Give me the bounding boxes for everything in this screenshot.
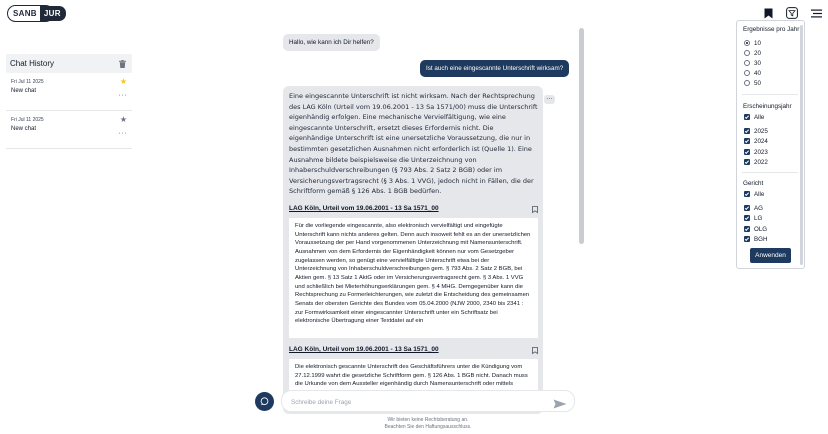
disclaimer-line-1: Wir bieten keine Rechtsberatung an.: [387, 417, 469, 423]
radio-button[interactable]: [744, 80, 750, 86]
message-options-button[interactable]: …: [544, 95, 555, 104]
radio-button[interactable]: [744, 60, 750, 66]
court-option-bgh[interactable]: BGH: [744, 235, 767, 243]
checkbox[interactable]: [744, 215, 750, 221]
star-icon[interactable]: ★: [119, 77, 127, 86]
star-icon[interactable]: ★: [119, 115, 127, 124]
question-input-wrapper: [281, 390, 575, 412]
checkbox[interactable]: [744, 128, 750, 134]
year-option-2022[interactable]: 2022: [744, 158, 768, 166]
chat-history-header: [6, 54, 132, 73]
disclaimer: [281, 417, 575, 430]
more-options-icon[interactable]: ···: [118, 92, 127, 99]
year-title: Erscheinungsjahr: [743, 103, 792, 110]
radio-button[interactable]: [744, 70, 750, 76]
new-chat-button[interactable]: [255, 392, 274, 411]
checkbox[interactable]: [744, 149, 750, 155]
user-question: Ist auch eine eingescannte Unterschrift wirksam?: [420, 60, 569, 77]
chat-history-panel: [6, 54, 132, 149]
source-card: [289, 203, 538, 338]
chat-date: Fri Jul 11 2025: [11, 117, 44, 123]
checkbox[interactable]: [744, 205, 750, 211]
checkbox[interactable]: [744, 236, 750, 242]
chat-name: New chat: [11, 88, 37, 94]
bookmark-icon[interactable]: [761, 6, 775, 20]
court-option-lg[interactable]: LG: [744, 214, 762, 222]
radio-button[interactable]: [744, 50, 750, 56]
chat-history-item[interactable]: [6, 111, 132, 149]
radio-button[interactable]: [744, 40, 750, 46]
trash-icon[interactable]: [119, 55, 126, 73]
chat-scrollbar[interactable]: [579, 28, 584, 244]
source-title-link[interactable]: LAG Köln, Urteil vom 19.06.2001 - 13 Sa 1571_00: [289, 346, 439, 354]
chat-history-item[interactable]: [6, 73, 132, 111]
year-option-2024[interactable]: 2024: [744, 137, 768, 145]
question-input[interactable]: [291, 393, 541, 413]
checkbox[interactable]: [744, 226, 750, 232]
bookmark-outline-icon[interactable]: [532, 341, 538, 359]
checkbox[interactable]: [744, 138, 750, 144]
results-option-50[interactable]: 50: [744, 79, 761, 87]
send-icon[interactable]: [553, 396, 567, 406]
more-options-icon[interactable]: ···: [118, 130, 127, 137]
menu-icon[interactable]: [809, 6, 823, 20]
chat-bubble-icon: [260, 397, 269, 406]
assistant-greeting: Hallo, wie kann ich Dir helfen?: [283, 34, 380, 51]
source-title-link[interactable]: LAG Köln, Urteil vom 19.06.2001 - 13 Sa 1571_00: [289, 205, 439, 213]
checkbox[interactable]: [744, 191, 750, 197]
year-option-2023[interactable]: 2023: [744, 148, 768, 156]
logo[interactable]: [7, 5, 61, 22]
court-option-ag[interactable]: AG: [744, 204, 763, 212]
results-option-40[interactable]: 40: [744, 69, 761, 77]
logo-part-b: JUR: [40, 6, 66, 21]
assistant-answer: [283, 86, 543, 414]
court-option-olg[interactable]: OLG: [744, 225, 767, 233]
results-option-10[interactable]: 10: [744, 39, 761, 47]
source-excerpt: Die elektronisch gescannte Unterschrift des Geschäftsführers unter die Kündigung vom 27.12.1999 wahrt die gesetzliche Schriftform gem. § 126 Abs. 1 BGB nicht. Danach muss die Urkunde von dem Aussteller eigenhändig durch Namensunterschrift oder mittels: [289, 359, 538, 409]
checkbox[interactable]: [744, 159, 750, 165]
results-per-year-title: Ergebnisse pro Jahr: [743, 26, 800, 33]
year-option-2025[interactable]: 2025: [744, 127, 768, 135]
divider: [742, 94, 798, 95]
divider: [742, 172, 798, 173]
disclaimer-line-2: Beachten Sie den Haftungsausschluss.: [384, 423, 472, 430]
filter-panel: [736, 20, 805, 269]
chat-history-title: Chat History: [10, 59, 55, 68]
logo-part-a: SANB: [13, 8, 37, 18]
filter-scrollbar[interactable]: [800, 25, 803, 265]
court-option-all[interactable]: Alle: [744, 190, 764, 198]
bookmark-outline-icon[interactable]: [532, 200, 538, 218]
source-excerpt: Für die vorliegende eingescannte, also elektronisch vervielfältigt und eingefügte Unterschrift kann nichts anderes gelten. Denn auch insoweit fehlt es an der unersetzlichen Voraussetzung der per Hand vorgenommenen Unterzeichnung mit Namensunterschrift. Ausnahmen von dem Erfordernis der Eigenhändigkeit können nur vom Gesetzgeber zugelassen werden, so genügt eine vervielfältigte Unterschrift etwa bei der Unterzeichnung von Inhaberschuldverschreibungen gem. § 793 Abs. 2 Satz 2 BGB, bei Aktien gem. § 13 Satz 1 AktG oder im Versicherungsvertragsrecht gem. § 3 Abs. 1 VVG und schließlich bei Mieterhöhungserklärungen gem. § 4 MHG. Demgegenüber kann die Rechtsprechung zu Formerleichterungen, wie zuletzt die Entscheidung des gemeinsamen Senats der obersten Gerichte des Bundes vom 05.04.2000 (NJW 2000, 2340 bis 2341 : zur Formwirksamkeit einer eingescannter Unterschrift unter ein Schriftsatz bei elektronische Übertragung einer Textdatei auf ein: [289, 218, 538, 338]
filter-icon[interactable]: [785, 6, 799, 20]
court-title: Gericht: [743, 180, 764, 187]
top-toolbar: [761, 6, 823, 20]
chat-name: New chat: [11, 126, 37, 132]
answer-text: Eine eingescannte Unterschrift ist nicht wirksam. Nach der Rechtsprechung des LAG Köln (Urteil vom 19.06.2001 - 13 Sa 1571/00) muss die Unterschrift eigenhändig erfolgen. Eine mechanische Vervielfältigung, wie eine eingescannte Unterschrift, ersetzt dieses Erfordernis nicht. Die eigenhändige Unterschrift ist eine unersetzliche Voraussetzung, die nur in bestimmten gesetzlichen Ausnahmen nicht erforderlich ist (Quelle 1). Eine Ausnahme bildete beispielsweise die Unterzeichnung von Inhaberschuldverschreibungen (§ 793 Abs. 2 Satz 2 BGB) oder im Versicherungsvertragsrecht (§ 3 Abs. 1 VVG), jedoch nicht in Fällen, die der Schriftform gemäß § 126 Abs. 1 BGB bedürfen.: [289, 92, 538, 196]
apply-button[interactable]: Anwenden: [750, 248, 791, 263]
results-option-20[interactable]: 20: [744, 49, 761, 57]
checkbox[interactable]: [744, 114, 750, 120]
year-option-all[interactable]: Alle: [744, 113, 764, 121]
results-option-30[interactable]: 30: [744, 59, 761, 67]
chat-date: Fri Jul 11 2025: [11, 79, 44, 85]
